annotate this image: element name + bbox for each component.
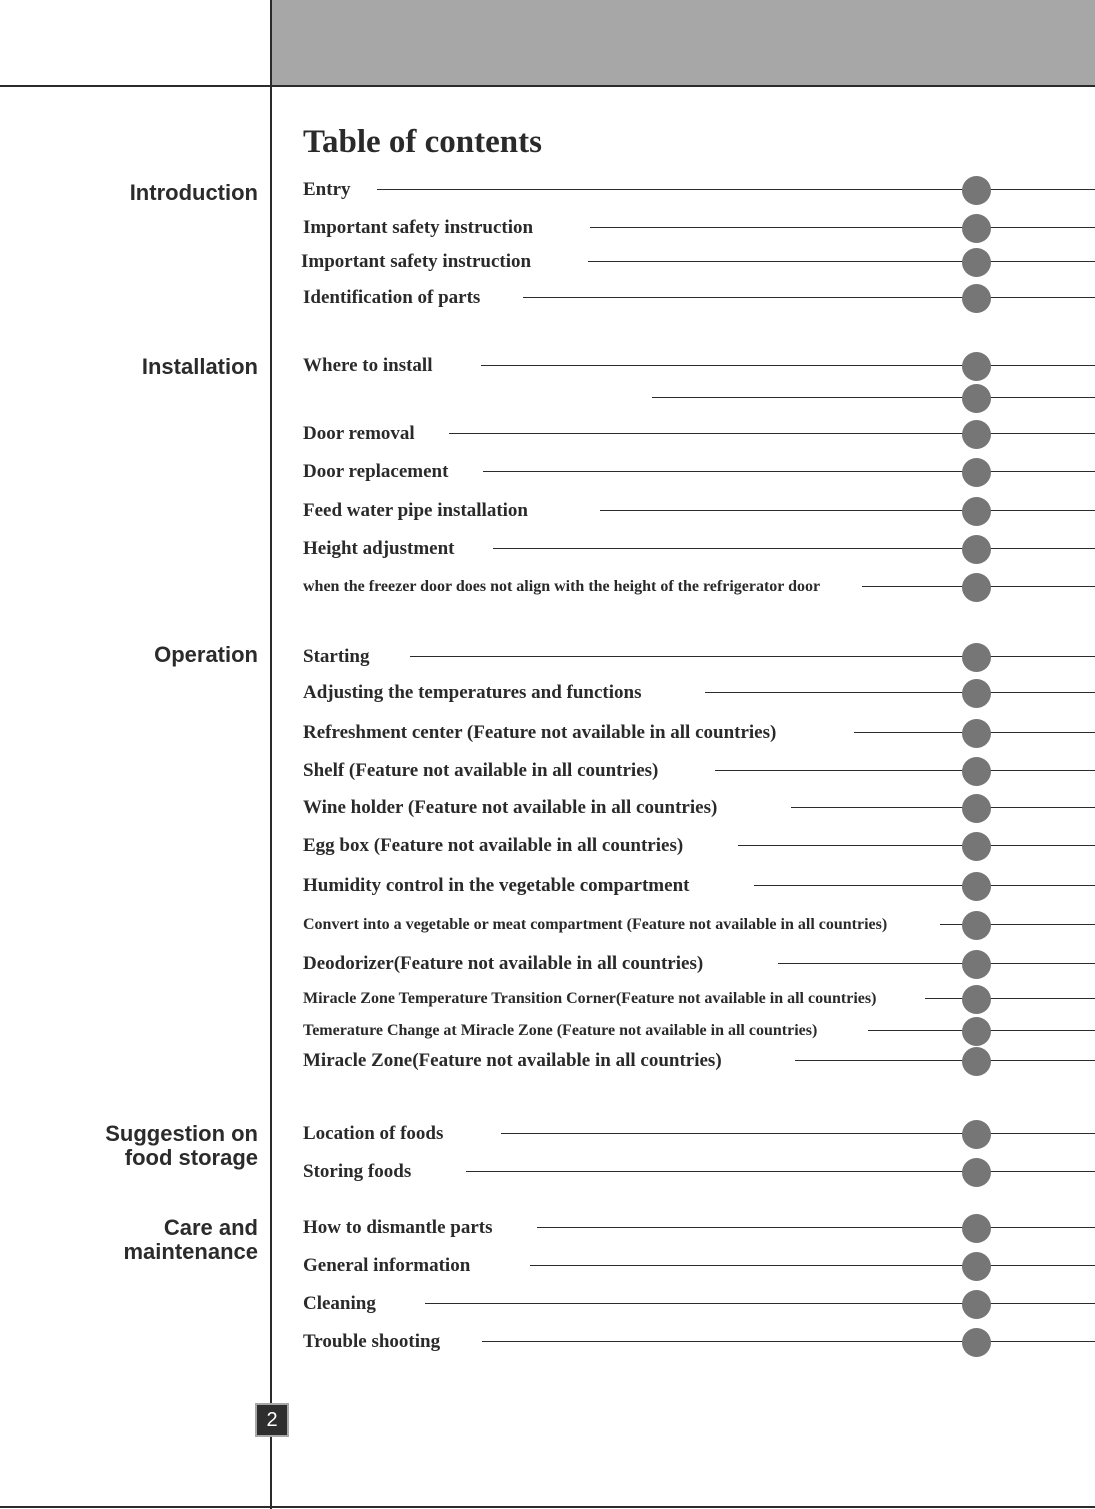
leader-line: [449, 433, 1095, 434]
entry-label: Feed water pipe installation: [303, 496, 534, 526]
toc-entry[interactable]: [0, 793, 1095, 823]
page-marker-dot: [962, 1252, 991, 1281]
leader-line: [493, 548, 1095, 549]
page-marker-dot: [962, 985, 991, 1014]
page-marker-dot: [962, 872, 991, 901]
leader-line: [925, 998, 1095, 999]
toc-entry[interactable]: [0, 1016, 1095, 1046]
toc-entry[interactable]: [0, 756, 1095, 786]
entry-label: Cleaning: [303, 1289, 382, 1319]
header-rule: [0, 85, 1095, 87]
leader-line: [795, 1060, 1095, 1061]
entry-label: General information: [303, 1251, 476, 1281]
entry-label: Identification of parts: [303, 283, 486, 313]
leader-line: [778, 963, 1095, 964]
entry-label: Height adjustment: [303, 534, 460, 564]
entry-label: Refreshment center (Feature not available in all countries): [303, 718, 782, 748]
entry-label: Important safety instruction: [303, 213, 539, 243]
entry-label: Temerature Change at Miracle Zone (Feature not available in all countries): [303, 1016, 823, 1046]
footer-rule: [0, 1506, 1095, 1508]
page-marker-dot: [962, 284, 991, 313]
toc-entry[interactable]: [0, 175, 1095, 205]
toc-entry[interactable]: [0, 247, 1095, 277]
entry-label: Shelf (Feature not available in all countries): [303, 756, 664, 786]
page-marker-dot: [962, 535, 991, 564]
toc-entry[interactable]: [0, 1327, 1095, 1357]
leader-line: [791, 807, 1095, 808]
entry-label: Wine holder (Feature not available in all countries): [303, 793, 723, 823]
toc-entry[interactable]: [0, 351, 1095, 381]
entry-label: Door removal: [303, 419, 421, 449]
section-label-operation: Operation: [154, 642, 258, 667]
toc-entry[interactable]: [0, 1289, 1095, 1319]
page-marker-dot: [962, 950, 991, 979]
section-label-introduction: Introduction: [129, 180, 258, 205]
toc-entry[interactable]: [0, 572, 1095, 602]
leader-line: [705, 692, 1095, 693]
toc-entry[interactable]: [0, 1213, 1095, 1243]
toc-entry[interactable]: [0, 910, 1095, 940]
page-marker-dot: [962, 679, 991, 708]
page-marker-dot: [962, 352, 991, 381]
leader-line: [410, 656, 1095, 657]
entry-label: Door replacement: [303, 457, 454, 487]
entry-label: Storing foods: [303, 1157, 417, 1187]
toc-entry[interactable]: [0, 678, 1095, 708]
leader-line: [537, 1227, 1095, 1228]
leader-line: [482, 1341, 1095, 1342]
page-marker-dot: [962, 420, 991, 449]
leader-line: [600, 510, 1095, 511]
leader-line: [483, 471, 1095, 472]
section-label-suggestion-on-food-storage: Suggestion on food storage: [105, 1121, 258, 1170]
page-marker-dot: [962, 1017, 991, 1046]
page-marker-dot: [962, 832, 991, 861]
leader-line: [530, 1265, 1095, 1266]
leader-line: [523, 297, 1095, 298]
page-marker-dot: [962, 911, 991, 940]
entry-label: when the freezer door does not align with the height of the refrigerator door: [303, 572, 826, 602]
page-marker-dot: [962, 719, 991, 748]
entry-label: Deodorizer(Feature not available in all countries): [303, 949, 709, 979]
page-marker-dot: [962, 248, 991, 277]
entry-label: Egg box (Feature not available in all countries): [303, 831, 689, 861]
toc-entry[interactable]: [0, 383, 1095, 413]
entry-label: How to dismantle parts: [303, 1213, 498, 1243]
entry-label: Miracle Zone Temperature Transition Corner(Feature not available in all countries): [303, 984, 882, 1014]
page-marker-dot: [962, 1158, 991, 1187]
section-label-installation: Installation: [141, 354, 258, 379]
leader-line: [738, 845, 1095, 846]
leader-line: [715, 770, 1095, 771]
page-marker-dot: [962, 794, 991, 823]
toc-entry[interactable]: [0, 642, 1095, 672]
leader-line: [466, 1171, 1095, 1172]
toc-entry[interactable]: [0, 984, 1095, 1014]
entry-label: Miracle Zone(Feature not available in all countries): [303, 1046, 728, 1076]
toc-entry[interactable]: [0, 1157, 1095, 1187]
toc-entry[interactable]: [0, 1251, 1095, 1281]
page-number-badge: 2: [255, 1403, 289, 1437]
entry-label: Entry: [303, 175, 357, 205]
toc-entry[interactable]: [0, 1119, 1095, 1149]
page-marker-dot: [962, 757, 991, 786]
leader-line: [501, 1133, 1095, 1134]
toc-entry[interactable]: [0, 213, 1095, 243]
toc-entry[interactable]: [0, 283, 1095, 313]
entry-label: Location of foods: [303, 1119, 449, 1149]
toc-entry[interactable]: [0, 949, 1095, 979]
page-marker-dot: [962, 458, 991, 487]
entry-label: Convert into a vegetable or meat compartment (Feature not available in all countries): [303, 910, 893, 940]
entry-label: Starting: [303, 642, 376, 672]
page-marker-dot: [962, 176, 991, 205]
page-marker-dot: [962, 497, 991, 526]
page-marker-dot: [962, 1290, 991, 1319]
entry-label: Adjusting the temperatures and functions: [303, 678, 648, 708]
leader-line: [652, 397, 1095, 398]
page-title: Table of contents: [303, 124, 542, 160]
page-marker-dot: [962, 1328, 991, 1357]
header-band: [272, 0, 1095, 85]
toc-entry[interactable]: [0, 871, 1095, 901]
leader-line: [754, 885, 1095, 886]
entry-label: Where to install: [303, 351, 438, 381]
leader-line: [425, 1303, 1095, 1304]
page-marker-dot: [962, 643, 991, 672]
page-marker-dot: [962, 1047, 991, 1076]
toc-entry[interactable]: [0, 718, 1095, 748]
toc-entry[interactable]: [0, 496, 1095, 526]
leader-line: [590, 227, 1095, 228]
toc-entry[interactable]: [0, 457, 1095, 487]
entry-label: Important safety instruction: [301, 247, 537, 277]
toc-entry[interactable]: [0, 831, 1095, 861]
toc-entry[interactable]: [0, 1046, 1095, 1076]
page-marker-dot: [962, 384, 991, 413]
entry-label: Trouble shooting: [303, 1327, 446, 1357]
leader-line: [588, 261, 1095, 262]
leader-line: [481, 365, 1095, 366]
section-label-care-and-maintenance: Care and maintenance: [123, 1215, 258, 1264]
entry-label: Humidity control in the vegetable compartment: [303, 871, 695, 901]
page-marker-dot: [962, 573, 991, 602]
toc-entry[interactable]: [0, 534, 1095, 564]
page-marker-dot: [962, 1120, 991, 1149]
page-marker-dot: [962, 1214, 991, 1243]
toc-entry[interactable]: [0, 419, 1095, 449]
page-marker-dot: [962, 214, 991, 243]
